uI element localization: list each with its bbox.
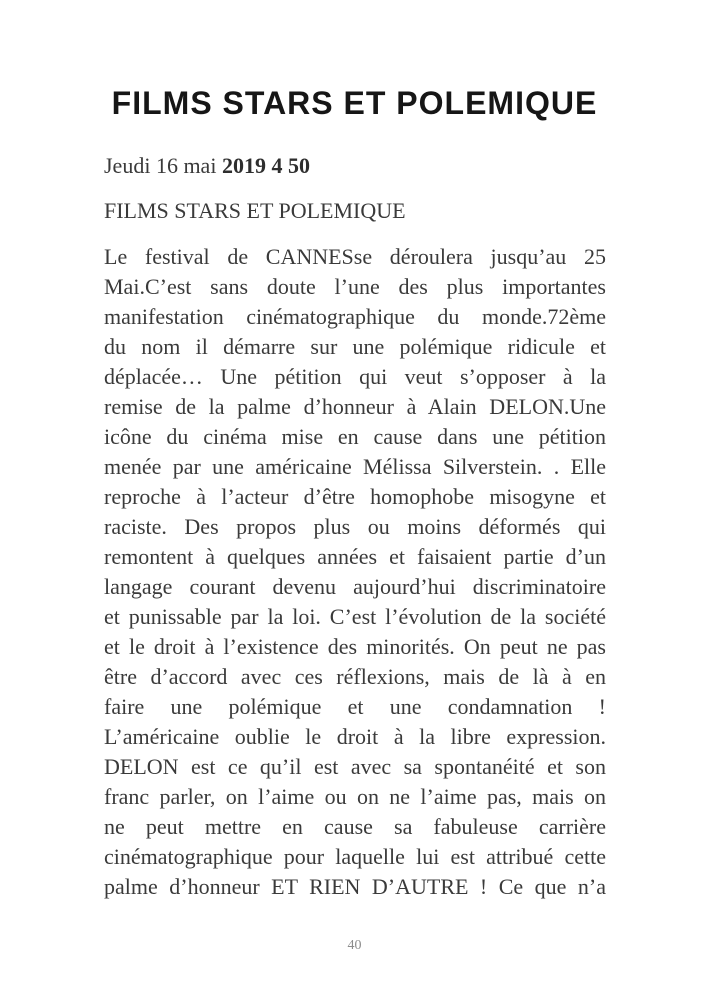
- date-bold: 2019 4 50: [221, 153, 310, 178]
- body-line: L’américaine oublie le droit à la libre expression.: [104, 724, 606, 749]
- body-line: Mai.C’est sans doute l’une des plus importantes: [104, 274, 606, 299]
- page-title: FILMS STARS ET POLEMIQUE: [111, 85, 598, 121]
- body-text: [104, 242, 606, 902]
- body-line: remise de la palme d’honneur à Alain DELON.Une: [104, 394, 606, 419]
- body-line: raciste. Des propos plus ou moins déformés qui: [104, 514, 606, 539]
- body-line: DELON est ce qu’il est avec sa spontanéité et son: [104, 754, 606, 779]
- body-line: déplacée… Une pétition qui veut s’opposer à la: [104, 364, 606, 389]
- body-line: et le droit à l’existence des minorités. On peut ne pas: [104, 634, 606, 659]
- body-line: faire une polémique et une condamnation !: [104, 694, 606, 719]
- body-line: menée par une américaine Mélissa Silverstein. . Elle: [104, 454, 606, 479]
- date-line: [104, 151, 606, 181]
- body-line: Le festival de CANNESse déroulera jusqu’au 25: [104, 244, 606, 269]
- body-line: reproche à l’acteur d’être homophobe misogyne et: [104, 484, 606, 509]
- body-line: du nom il démarre sur une polémique ridicule et: [104, 334, 606, 359]
- page-number: 40: [347, 938, 362, 953]
- body-line: palme d’honneur ET RIEN D’AUTRE ! Ce que n’a: [104, 874, 606, 899]
- date-regular: Jeudi 16 mai: [104, 153, 222, 178]
- body-line: être d’accord avec ces réflexions, mais de là à en: [104, 664, 606, 689]
- body-line: icône du cinéma mise en cause dans une pétition: [104, 424, 606, 449]
- body-line: langage courant devenu aujourd’hui discriminatoire: [104, 574, 606, 599]
- article-subtitle: FILMS STARS ET POLEMIQUE: [104, 198, 406, 223]
- body-line: cinématographique pour laquelle lui est attribué cette: [104, 844, 606, 869]
- body-line: franc parler, on l’aime ou on ne l’aime pas, mais on: [104, 784, 606, 809]
- body-line: manifestation cinématographique du monde.72ème: [104, 304, 606, 329]
- body-line: remontent à quelques années et faisaient partie d’un: [104, 544, 606, 569]
- body-line: et punissable par la loi. C’est l’évolution de la société: [104, 604, 606, 629]
- body-line: ne peut mettre en cause sa fabuleuse carrière: [104, 814, 606, 839]
